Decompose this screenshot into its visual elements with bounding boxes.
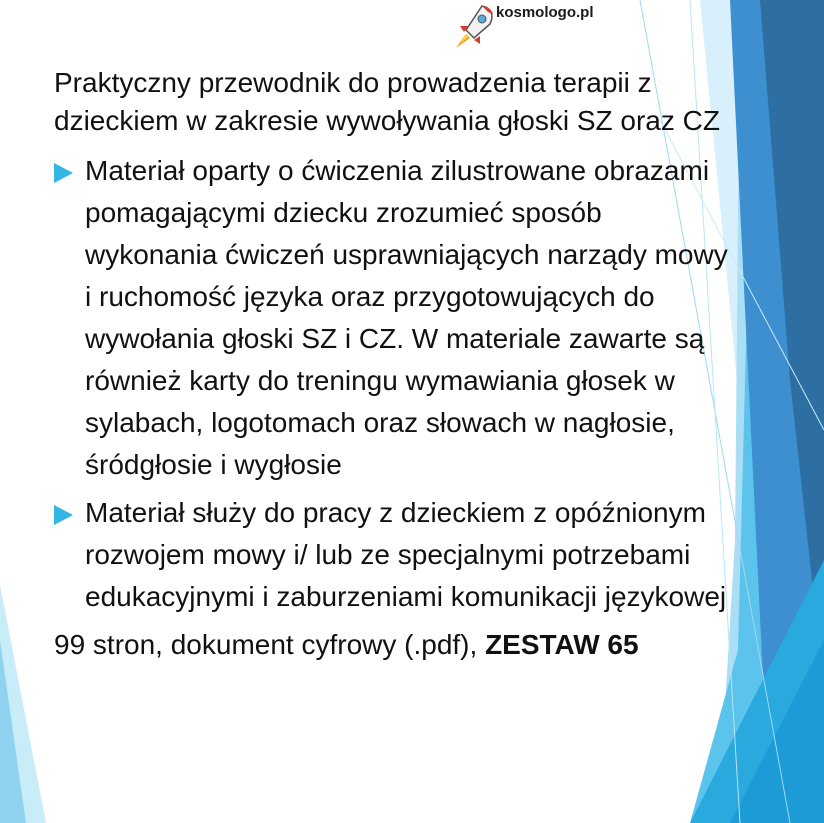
bullet-arrow-icon [54,505,73,525]
rocket-icon [452,2,498,52]
footer-text: 99 stron, dokument cyfrowy (.pdf), [54,629,486,660]
bullet-arrow-icon [54,163,73,183]
bullet-text: Materiał oparty o ćwiczenia zilustrowane obrazami pomagającymi dziecku zrozumieć sposób wykonania ćwiczeń usprawniających narządy mowy i ruchomość języka oraz przygotowujących do wywołania głoski SZ i CZ. W materiale zawarte są również karty do treningu wymawiania głosek w sylabach, logotomach oraz słowach w nagłosie, śródgłosie i wygłosie [85,155,728,480]
logo-text: kosmologo.pl [496,4,594,21]
bullet-item [54,492,734,618]
bullet-text: Materiał służy do pracy z dzieckiem z opóźnionym rozwojem mowy i/ lub ze specjalnymi potrzebami edukacyjnymi i zaburzeniami komunikacji językowej [85,497,727,612]
footer-line [54,624,734,666]
bullet-item [54,150,734,486]
footer-set-label: ZESTAW 65 [485,629,639,660]
main-content [54,64,734,666]
logo [452,2,612,52]
page-title: Praktyczny przewodnik do prowadzenia terapii z dzieckiem w zakresie wywoływania głoski SZ oraz CZ [54,67,720,136]
